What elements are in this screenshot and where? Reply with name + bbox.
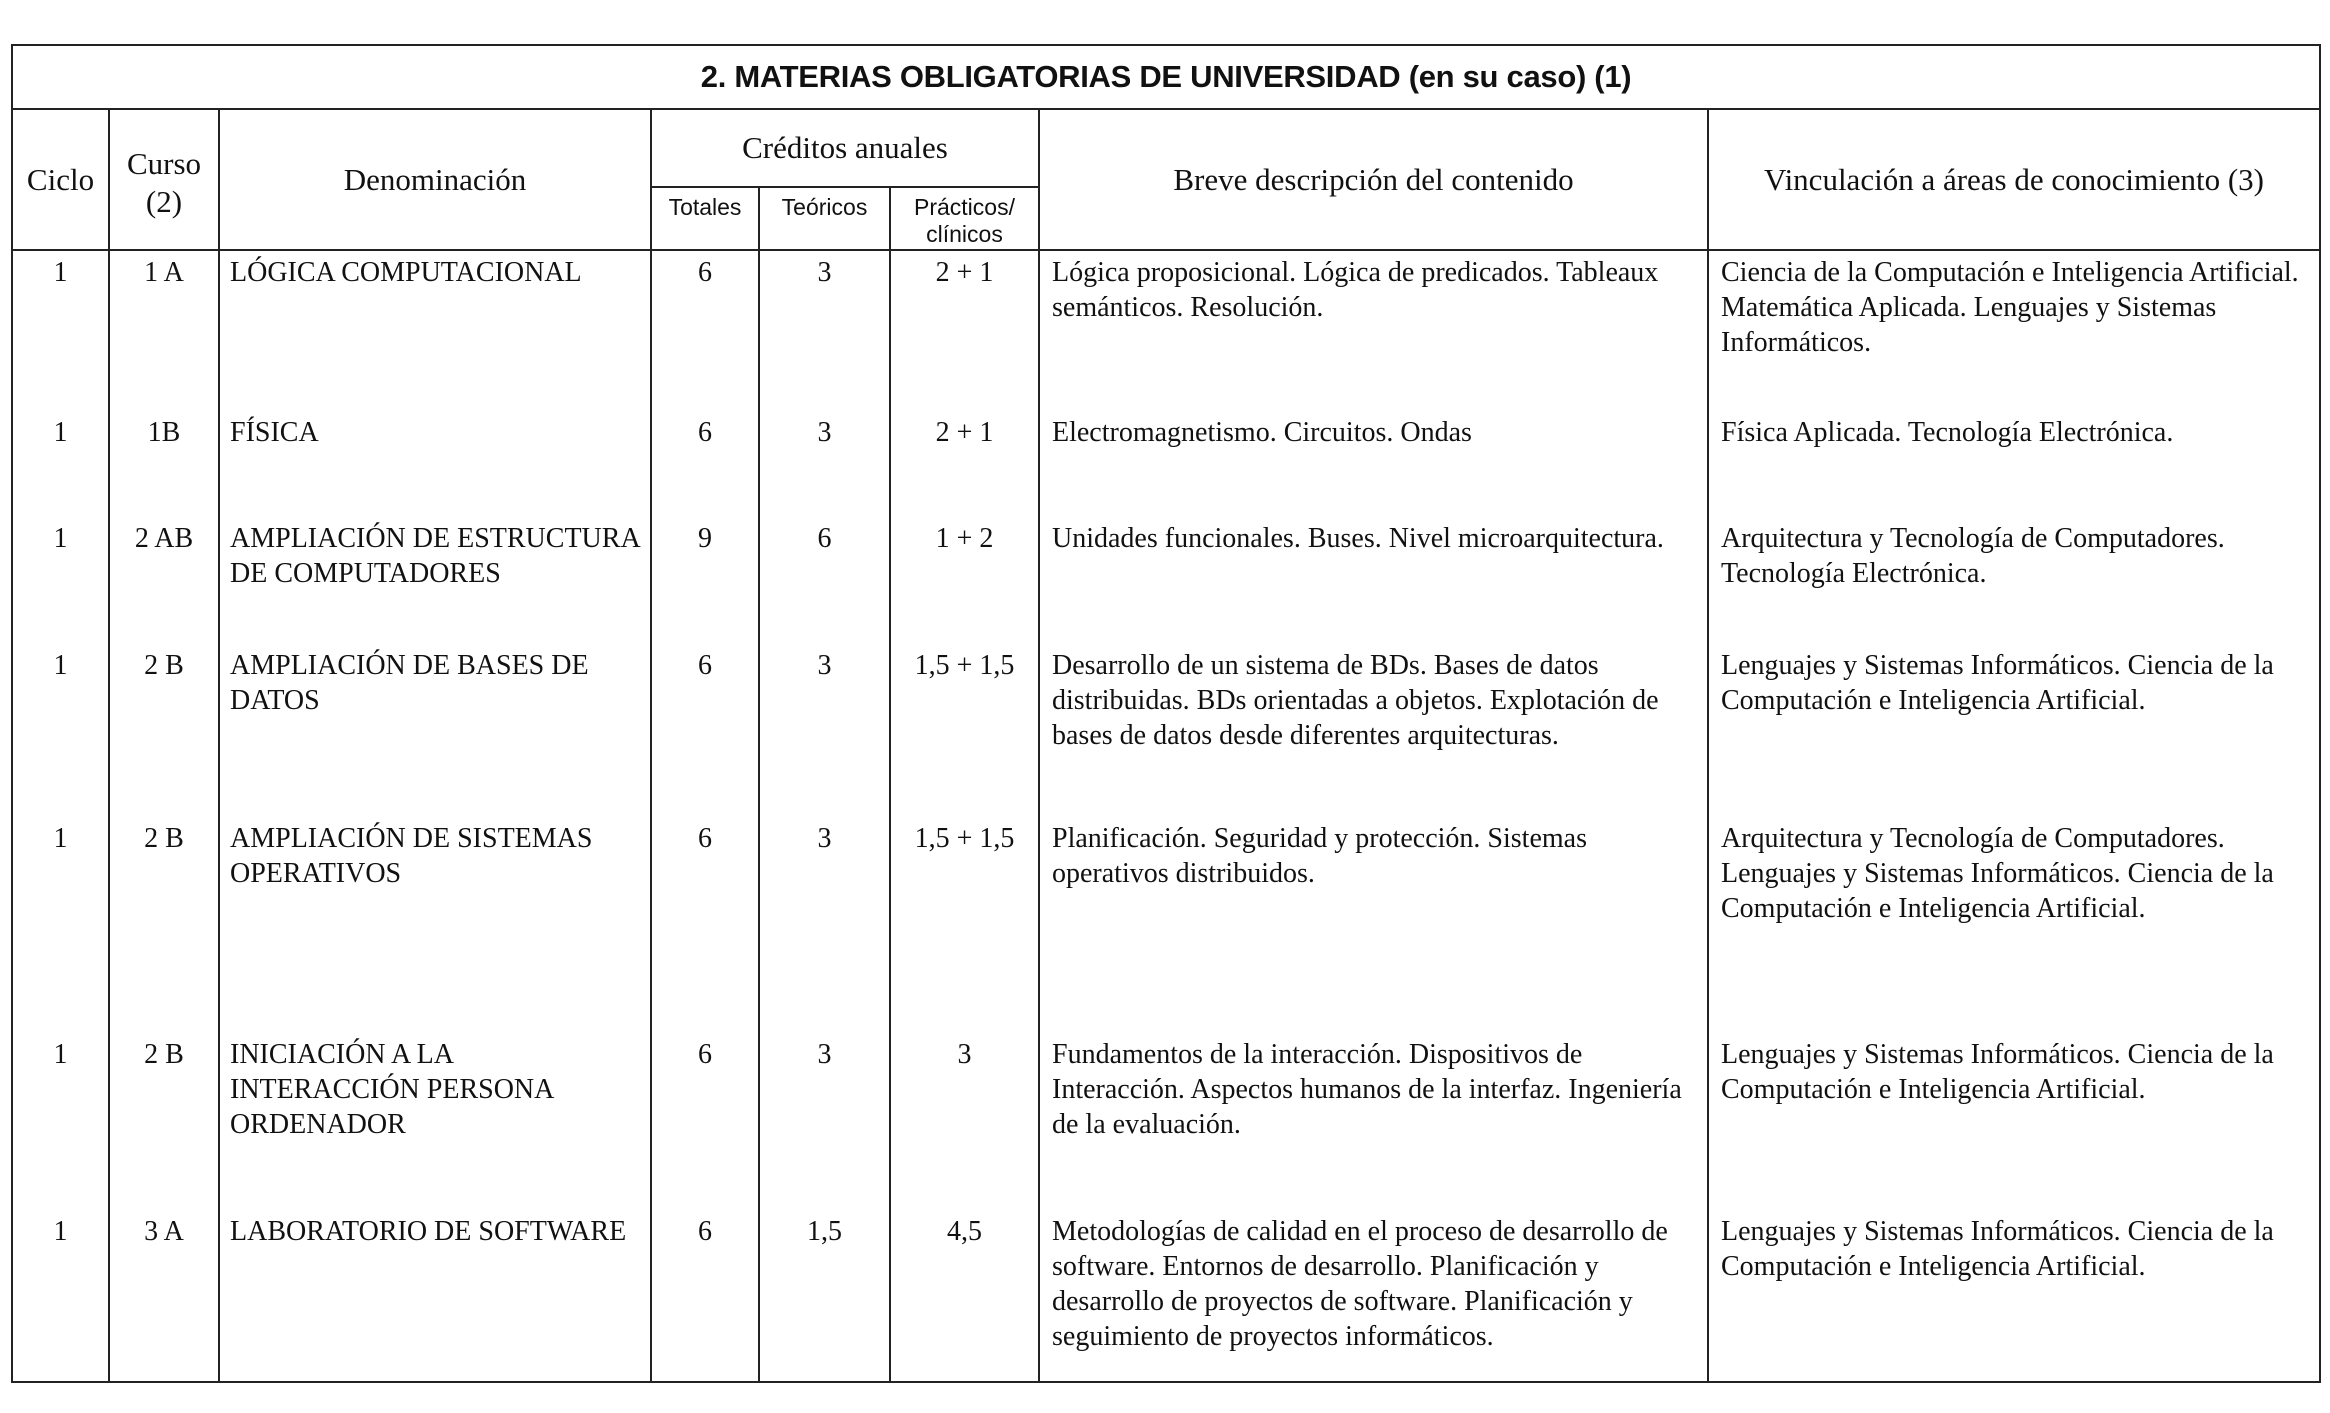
cell-teoricos: 3 <box>759 644 890 817</box>
header-descripcion: Breve descripción del contenido <box>1039 109 1708 250</box>
cell-vinculacion: Lenguajes y Sistemas Informáticos. Ciencia de la Computación e Inteligencia Artificial. <box>1708 1210 2320 1382</box>
header-practicos-line1: Prácticos/ <box>914 194 1015 220</box>
header-teoricos: Teóricos <box>759 187 890 250</box>
header-totales: Totales <box>651 187 759 250</box>
cell-totales: 6 <box>651 250 759 411</box>
table-row <box>12 250 2320 411</box>
cell-descripcion: Electromagnetismo. Circuitos. Ondas <box>1039 411 1708 517</box>
cell-denominacion: AMPLIACIÓN DE ESTRUCTURA DE COMPUTADORES <box>219 517 651 644</box>
header-curso-note: (2) <box>145 183 183 219</box>
cell-vinculacion: Arquitectura y Tecnología de Computadores. Tecnología Electrónica. <box>1708 517 2320 644</box>
cell-practicos: 1,5 + 1,5 <box>890 644 1039 817</box>
table-row <box>12 1033 2320 1210</box>
cell-teoricos: 3 <box>759 817 890 1033</box>
header-practicos <box>890 187 1039 250</box>
cell-denominacion: AMPLIACIÓN DE BASES DE DATOS <box>219 644 651 817</box>
header-practicos-line2: clínicos <box>926 221 1003 247</box>
cell-teoricos: 3 <box>759 250 890 411</box>
cell-teoricos: 3 <box>759 1033 890 1210</box>
cell-descripcion: Metodologías de calidad en el proceso de desarrollo de software. Entornos de desarrollo. Planificación y desarrollo de proyectos de software. Planificación y seguimiento de proyectos informáticos. <box>1039 1210 1708 1382</box>
cell-denominacion: LABORATORIO DE SOFTWARE <box>219 1210 651 1382</box>
cell-curso: 2 AB <box>109 517 219 644</box>
cell-teoricos: 1,5 <box>759 1210 890 1382</box>
cell-ciclo: 1 <box>12 817 109 1033</box>
cell-totales: 6 <box>651 411 759 517</box>
cell-vinculacion: Arquitectura y Tecnología de Computadores. Lenguajes y Sistemas Informáticos. Ciencia de la Computación e Inteligencia Artificial. <box>1708 817 2320 1033</box>
cell-denominacion: FÍSICA <box>219 411 651 517</box>
cell-vinculacion: Lenguajes y Sistemas Informáticos. Ciencia de la Computación e Inteligencia Artificial. <box>1708 644 2320 817</box>
table-row <box>12 411 2320 517</box>
cell-practicos: 4,5 <box>890 1210 1039 1382</box>
cell-practicos: 1 + 2 <box>890 517 1039 644</box>
cell-descripcion: Unidades funcionales. Buses. Nivel microarquitectura. <box>1039 517 1708 644</box>
table-row <box>12 1210 2320 1382</box>
cell-ciclo: 1 <box>12 411 109 517</box>
cell-descripcion: Planificación. Seguridad y protección. Sistemas operativos distribuidos. <box>1039 817 1708 1033</box>
cell-totales: 6 <box>651 817 759 1033</box>
cell-teoricos: 6 <box>759 517 890 644</box>
cell-curso: 3 A <box>109 1210 219 1382</box>
cell-curso: 2 B <box>109 1033 219 1210</box>
subjects-table <box>11 44 2321 1383</box>
header-curso <box>109 109 219 250</box>
table-title: 2. MATERIAS OBLIGATORIAS DE UNIVERSIDAD (en su caso) (1) <box>12 45 2320 109</box>
header-creditos: Créditos anuales <box>651 109 1039 187</box>
cell-denominacion: AMPLIACIÓN DE SISTEMAS OPERATIVOS <box>219 817 651 1033</box>
cell-denominacion: INICIACIÓN A LA INTERACCIÓN PERSONA ORDENADOR <box>219 1033 651 1210</box>
cell-curso: 2 B <box>109 644 219 817</box>
cell-ciclo: 1 <box>12 1033 109 1210</box>
table-row <box>12 644 2320 817</box>
cell-ciclo: 1 <box>12 250 109 411</box>
table-row <box>12 817 2320 1033</box>
cell-vinculacion: Lenguajes y Sistemas Informáticos. Ciencia de la Computación e Inteligencia Artificial. <box>1708 1033 2320 1210</box>
cell-practicos: 3 <box>890 1033 1039 1210</box>
cell-vinculacion: Física Aplicada. Tecnología Electrónica. <box>1708 411 2320 517</box>
cell-ciclo: 1 <box>12 644 109 817</box>
header-denominacion: Denominación <box>219 109 651 250</box>
cell-teoricos: 3 <box>759 411 890 517</box>
cell-vinculacion: Ciencia de la Computación e Inteligencia Artificial. Matemática Aplicada. Lenguajes y Sistemas Informáticos. <box>1708 250 2320 411</box>
header-ciclo: Ciclo <box>12 109 109 250</box>
cell-practicos: 2 + 1 <box>890 411 1039 517</box>
table-row <box>12 517 2320 644</box>
header-curso-label: Curso <box>126 145 202 181</box>
cell-descripcion: Fundamentos de la interacción. Dispositivos de Interacción. Aspectos humanos de la interfaz. Ingeniería de la evaluación. <box>1039 1033 1708 1210</box>
cell-descripcion: Desarrollo de un sistema de BDs. Bases de datos distribuidas. BDs orientadas a objetos. Explotación de bases de datos desde diferentes arquitecturas. <box>1039 644 1708 817</box>
cell-denominacion: LÓGICA COMPUTACIONAL <box>219 250 651 411</box>
cell-curso: 1B <box>109 411 219 517</box>
cell-curso: 2 B <box>109 817 219 1033</box>
cell-totales: 6 <box>651 1210 759 1382</box>
header-vinculacion: Vinculación a áreas de conocimiento (3) <box>1708 109 2320 250</box>
cell-totales: 6 <box>651 644 759 817</box>
cell-totales: 6 <box>651 1033 759 1210</box>
cell-practicos: 2 + 1 <box>890 250 1039 411</box>
cell-descripcion: Lógica proposicional. Lógica de predicados. Tableaux semánticos. Resolución. <box>1039 250 1708 411</box>
cell-practicos: 1,5 + 1,5 <box>890 817 1039 1033</box>
cell-ciclo: 1 <box>12 517 109 644</box>
cell-curso: 1 A <box>109 250 219 411</box>
cell-totales: 9 <box>651 517 759 644</box>
cell-ciclo: 1 <box>12 1210 109 1382</box>
